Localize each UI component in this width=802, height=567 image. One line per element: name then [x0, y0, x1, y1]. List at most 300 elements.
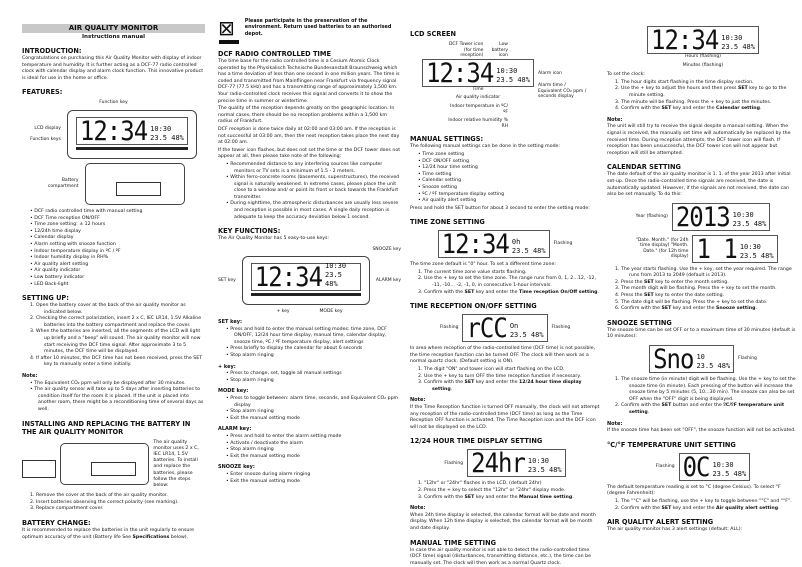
figure-label: Low battery icon: [491, 42, 508, 59]
label-group: [554, 241, 573, 247]
paragraph: If the Time Reception function is turned OFF manually, the clock will not attempt any reception of the radio-controlled time (DCF time) as long as the Time Reception OFF function is activated. The Time Reception icon and the DCF icon will not be displayed on the LCD.: [410, 405, 600, 430]
lcd-bottom-readout: 23.5 48%: [325, 271, 342, 289]
bullet-list: [218, 162, 401, 221]
list-item: 2. Use the + key to turn OFF the time reception function if necessary.: [418, 373, 581, 379]
lcd-top-readout: 10:30: [325, 262, 347, 271]
figure-label: Minutes (flashing): [682, 62, 724, 68]
list-item: 1. The year starts flashing. Use the + key, set the year required. The range runs from 2013 to 2049 (default is 2013).: [615, 266, 792, 279]
paragraph: The Air Quality Monitor has 5 easy-to-use keys:: [218, 236, 330, 242]
label-group: [376, 278, 401, 284]
lcd-display: [649, 345, 734, 373]
column-3: [410, 24, 600, 567]
list-item: • Press briefly to display the calendar for about 6 seconds: [218, 346, 401, 353]
lcd-display: [647, 26, 759, 54]
lcd-bottom-readout: 23.5 48%: [739, 251, 774, 260]
label-group: [552, 325, 571, 331]
text-segment: 3. Confirm with the: [418, 289, 465, 295]
text-segment: Specifications: [132, 534, 170, 540]
list-item: [607, 506, 799, 513]
text-segment: Manual time setting: [519, 494, 573, 500]
lcd-figure-center: [672, 203, 771, 231]
list-item: • Exit the manual setting mode: [218, 454, 401, 461]
lcd-top-readout: 0h: [511, 238, 521, 247]
text-segment: SET: [661, 106, 672, 112]
text-segment: 3. Confirm with the: [418, 380, 465, 386]
label-group: [448, 87, 508, 130]
paragraph: The unit will still try to receive the signal despite a manual setting. When the signal is received, the manually set time will automatically be replaced by the received time. During reception attempts, the DCF tower icon will flash. If reception has been unsuccessful, the DCF tower icon will not appear but reception will still be attempted.: [607, 124, 791, 156]
lcd-top-readout: 10:30: [739, 242, 761, 251]
list-item: • Activate / deactivate the alarm: [218, 441, 401, 448]
device-figure: [22, 100, 205, 205]
bullet-list: [218, 434, 401, 460]
text-segment: 2. Press the: [615, 279, 644, 285]
lcd-top-readout: On: [509, 322, 519, 331]
lcd-main-digits: 1 1: [696, 233, 737, 265]
text-segment: key to enter the date setting.: [653, 293, 725, 299]
column-4: [607, 22, 799, 534]
paragraph: The time base for the radio controlled time is a Cesium Atomic Clock operated by the Physikalisch Technische Bundesanstalt Braunschweig which has a time deviation of less than one second in one million years. The time is coded and transmitted from Mainflingen near Frankfurt via frequency signal DCF-77 (77.5 kHz) and has a transmitting range of approximately 1,500 km. Your radio-controlled clock receives this signal and converts it to show the precise time in summer or wintertime.: [218, 59, 400, 104]
lcd-main-digits: 12:34: [79, 115, 148, 147]
bullet-list: [218, 327, 401, 360]
figure-label: ALARM key: [375, 278, 401, 284]
list-item: 3. Replace compartment cover.: [30, 506, 104, 512]
battery-info: The air quality monitor uses 2 x C, IEC LR14, 1.5V batteries. To install and replace the batteries, please follow the steps below:: [153, 439, 199, 489]
list-item: 1. The hour digits start flashing in the time display section.: [615, 79, 754, 85]
list-item: 1. Remove the cover at the back of the air quality monitor.: [30, 493, 168, 499]
figure-label: Battery compartment: [47, 178, 79, 189]
list-item: 4. If after 10 minutes, the DCF time has not been received, press the SET key to manually enter a time initially.: [30, 355, 203, 368]
recycle-notice: [218, 18, 401, 44]
lcd-display: [467, 449, 566, 477]
lcd-main-digits: 12:34: [441, 228, 509, 260]
list-item: • Low battery indicator: [22, 275, 205, 282]
figure-label: Indoor relative humidity % RH: [448, 118, 508, 129]
device-back-view: [85, 163, 185, 205]
lcd-figure-center: [679, 453, 751, 481]
section-heading: SETTING UP:: [22, 294, 69, 303]
numbered-list: [410, 367, 600, 393]
list-item: • Exit the manual setting mode: [218, 479, 401, 486]
list-item: • Time zone setting: [410, 152, 600, 159]
lcd-display: [672, 203, 771, 231]
list-item: • Stop alarm ringing: [218, 447, 401, 454]
list-item: 1. "12hr" or "24hr" flashes in the LCD. (default 24hr): [418, 481, 542, 487]
lcd-top-readout: 10:30: [496, 66, 518, 75]
paragraph: Congratulations on purchasing this Air Quality Monitor with display of indoor temperature and humidity. It is further acting as a DCF-77 radio controlled clock with calendar display and alarm clock function. This innovative product is ideal for use in the home or office.: [22, 56, 204, 81]
bullet-list: [22, 381, 205, 414]
list-item: • Air quality indicator: [22, 268, 205, 275]
paragraph: The air quality monitor has 3 alert settings (default: ALL):: [607, 527, 743, 533]
text-segment: 2. Confirm with the: [615, 403, 662, 409]
lcd-main-digits: 12:34: [254, 262, 323, 293]
figure-label: + key: [276, 309, 290, 315]
text-segment: 2. Use the + key to adjust the hours and then press: [615, 86, 738, 92]
label-group: [218, 278, 236, 284]
figure-label: LCD display: [34, 125, 61, 131]
sub-heading: Note:: [410, 397, 426, 404]
lcd-side-readout: [696, 353, 730, 371]
lcd-bottom-readout: 23.5 48%: [712, 469, 747, 478]
section-heading: AIR QUALITY ALERT SETTING: [607, 518, 714, 527]
text-segment: ºC/ºF temperature unit setting: [629, 403, 785, 415]
text-segment: .: [759, 106, 762, 112]
paragraph: Press and hold the SET button for about 3 second to enter the setting mode:: [410, 205, 590, 211]
lcd-top-readout: 10:30: [150, 124, 172, 133]
lcd-main-digits: 24hr: [471, 447, 525, 479]
numbered-list: [607, 80, 799, 113]
list-item: [410, 290, 600, 297]
lcd-display: [422, 59, 534, 87]
numbered-list: [410, 270, 600, 296]
lcd-figure: [607, 26, 799, 68]
lcd-display: [251, 263, 361, 291]
bullet-list: [218, 371, 401, 384]
section-heading: BATTERY CHANGE:: [22, 519, 91, 527]
paragraph: The snooze time can be set OFF or to a maximum time of 30 minutes (default is 10 minutes):: [607, 327, 796, 340]
sub-heading: SET key:: [218, 319, 243, 326]
lcd-top-readout: 10:30: [721, 34, 743, 42]
lcd-bottom-readout: 23.5 48%: [496, 75, 530, 84]
list-item: • Press to change, set, toggle all manual settings: [218, 371, 401, 378]
text-segment: 6. Confirm with the: [615, 306, 662, 312]
text-segment: 3. Confirm with the: [418, 494, 465, 500]
lcd-bottom-readout: 23.5 48%: [527, 466, 562, 475]
label-group: [628, 238, 688, 260]
list-item: 1. The current time zone value starts flashing.: [418, 269, 527, 275]
label-group: [538, 71, 588, 99]
device-figure: [218, 247, 401, 315]
sub-heading: Note:: [607, 116, 623, 123]
list-item: 1. The digit "ON" and tower icon will start flashing on the LCD.: [418, 367, 565, 373]
lcd-bottom-readout: 23.5 48%: [150, 133, 184, 142]
list-item: • Time setting: [410, 172, 600, 179]
list-item: • LED Back-light: [22, 282, 205, 289]
paragraph: The date default of the air quality monitor is 1. 1. of the year 2013 after initial set-up. Once the radio-controlled time signals are received, the date is automatically updated. However, if the signals are not received, the date can also be set manually. To do this:: [607, 172, 791, 198]
lcd-bottom-readout: 23.5 48%: [509, 331, 544, 340]
text-segment: key and enter the: [671, 106, 716, 112]
paragraph: [22, 528, 205, 541]
section-heading: CALENDAR SETTING: [607, 163, 681, 172]
lcd-display: [438, 230, 550, 258]
paragraph: If the snooze time has been set "OFF", the snooze function will not be activated.: [607, 428, 796, 434]
list-item: • ºC / ºF temperature display setting: [410, 192, 600, 199]
text-segment: key and enter the: [474, 494, 519, 500]
text-segment: .: [647, 410, 650, 415]
sub-heading: Note:: [410, 505, 426, 512]
lcd-main-digits: 12:34: [426, 57, 494, 89]
lcd-top-readout: 10:30: [712, 460, 734, 469]
sub-heading: ALARM key:: [218, 426, 252, 433]
list-item: 1. The snooze time (in minute) digit will be flashing. Use the + key to set the snooze time (in minute). Each pressing of the button will increase the snooze time by 5 minutes (5, 10…30 min). The snooze can also be set OFF when the "OFF" digit is being displayed.: [615, 377, 796, 402]
list-item: [410, 380, 600, 393]
list-item: 2. Insert batteries observing the correct polarity (see marking).: [30, 499, 179, 505]
label-group: [656, 464, 675, 470]
list-item: • During nighttime, the atmospheric disturbances are usually less severe and reception is possible in most cases. A single daily reception is adequate to keep the accuracy deviation below 1 second.: [218, 201, 401, 221]
list-item: 2. Press the + key to select the "12hr" or "24hr" display mode.: [418, 487, 566, 493]
text-segment: key and enter the: [474, 289, 519, 295]
label-group: [30, 126, 61, 143]
text-segment: 2. Confirm with the: [615, 505, 662, 511]
lcd-bottom-readout: 23.5 48%: [696, 362, 731, 371]
manual-subtitle: Instructions manual: [81, 34, 146, 40]
text-segment: .: [778, 505, 780, 511]
paragraph: The quality of the reception depends greatly on the geographic location. In normal cases, there should be no reception problems within a 1,500 km radius of Frankfurt.: [218, 106, 395, 125]
lcd-side-readout: [528, 457, 562, 475]
list-item: • Recommended distance to any interfering sources like computer monitors or TV sets is a minimum of 1.5 - 2 meters.: [218, 162, 401, 175]
numbered-list: [607, 377, 799, 417]
lcd-bottom-readout: 23.5 48%: [732, 219, 767, 228]
lcd-display: [462, 314, 547, 342]
list-item: • Stop alarm ringing: [218, 378, 401, 385]
text-segment: SET: [464, 380, 475, 386]
lcd-main-digits: rCC: [466, 312, 507, 344]
section-heading: KEY FUNCTIONS:: [218, 227, 281, 236]
device-back-row: [43, 163, 185, 205]
lcd-bottom-readout: 23.5 48%: [721, 43, 755, 51]
list-item: • Press and hold to enter the alarm setting mode: [218, 434, 401, 441]
list-item: • Press and hold to enter the manual setting modes: time zone, DCF ON/OFF, 12/24 hour time display, manual time, calendar display, snooze time, ºC / ºF temperature display, alert settings: [218, 327, 401, 347]
text-segment: 12/24 hour time display setting: [432, 380, 582, 392]
column-1: [22, 24, 205, 541]
batteries-icon: [91, 462, 136, 476]
paragraph: The following manual settings can be done in the setting mode:: [410, 144, 561, 150]
text-segment: Calendar setting: [716, 106, 760, 112]
label-group: [99, 100, 127, 106]
paragraph: In case the air quality monitor is not able to detect the radio-controlled time (DCF time) signal (disturbances, transmitting distance, etc.), the time can be manually set. The clock will then work as a normal Quartz clock.: [410, 547, 591, 566]
section-heading: INSTALLING AND REPLACING THE BATTERY IN THE AIR QUALITY MONITOR: [22, 419, 191, 436]
label-group: [448, 42, 508, 59]
lcd-figure: [607, 235, 799, 263]
device-back-view: [60, 443, 149, 485]
lcd-figure: [410, 314, 600, 342]
list-item: • Stop alarm ringing: [218, 409, 401, 416]
lcd-side-readout: [712, 461, 746, 479]
section-heading: SNOOZE SETTING: [607, 318, 672, 327]
text-segment: key and enter the: [671, 505, 716, 511]
paragraph: The time zone default is "0" hour. To set a different time zone:: [410, 262, 556, 268]
label-group: [673, 54, 733, 68]
list-item: [410, 495, 600, 502]
text-segment: key and enter the: [671, 306, 716, 312]
figure-label: Flashing: [738, 356, 757, 362]
battery-cover-icon: [22, 460, 56, 478]
figure-label: SET key: [218, 278, 236, 284]
paragraph: DCF reception is done twice daily at 02:00 and 03:00 am. If the reception is not successful at 03:00 am, then the next reception takes place the next day at 02:00 am.: [218, 126, 400, 146]
device-row: [30, 110, 197, 159]
list-item: • Air quality alert setting: [410, 198, 600, 205]
list-item: • Press to toggle between: alarm time, seconds, and Equivalent CO₂ ppm display: [218, 396, 401, 409]
label-group: [738, 356, 757, 362]
figure-label: MODE key: [319, 309, 343, 315]
text-segment: It is recommended to replace the batteries in the unit regularly to ensure optimum accuracy of the unit (Battery life See: [22, 528, 195, 540]
list-item: 2. Use the + key to set the time zone. The range runs from 0, 1, 2…12, -12, -11, -10… -2, -1, 0, in consecutive 1-hour intervals.: [418, 276, 596, 289]
text-segment: SET: [661, 306, 672, 312]
text-segment: 4. Press the: [615, 293, 644, 299]
list-item: 3. The minute will be flashing. Press the + key to just the minutes.: [615, 99, 772, 105]
lcd-figure-center: [462, 314, 547, 342]
sub-heading: SNOOZE key:: [218, 464, 255, 471]
list-item: • Within ferro-concrete rooms (basements, superstructures), the received signal is naturally weakened. In extreme cases, please place the unit close to a window and/ or point its front or back towards the Frankfurt transmitter.: [218, 175, 401, 201]
paragraph: In area where reception of the radio-controlled time (DCF time) is not possible, the time reception function can be turned OFF. The clock will then work as a normal quartz clock. (Default setting is ON).: [410, 346, 596, 365]
list-item: • The Equivalent CO₂ ppm will only be displayed after 30 minutes.: [22, 381, 205, 388]
bullet-list: [218, 396, 401, 422]
list-item: 1. Open the battery cover at the back of the air quality monitor as indicated below.: [30, 303, 186, 315]
list-item: • Exit the manual setting mode: [218, 416, 401, 423]
lcd-main-digits: 0C: [682, 451, 710, 483]
device-row: [218, 256, 401, 305]
text-segment: .: [755, 306, 757, 312]
lcd-side-readout: [496, 67, 530, 85]
figure-label: Indoor temperature in ºC/ºF: [450, 103, 508, 115]
lcd-side-readout: [512, 238, 546, 256]
text-segment: Snooze setting: [716, 306, 756, 312]
text-segment: .: [450, 386, 453, 392]
lcd-figure: [410, 42, 600, 129]
text-segment: key to enter the month setting.: [653, 279, 729, 285]
section-heading: °C/°F TEMPERATURE UNIT SETTING: [607, 440, 736, 449]
figure-label: Time: [472, 86, 484, 92]
text-segment: SET: [661, 403, 672, 409]
label-group: [276, 309, 342, 315]
list-item: • DCF Time reception ON/OFF: [22, 216, 205, 223]
text-segment: Time reception On/Off setting: [519, 289, 598, 295]
numbered-list: [607, 267, 799, 313]
figure-label: SNOOZE key: [372, 246, 401, 252]
label-group: [636, 214, 668, 220]
numbered-list: [22, 303, 205, 369]
numbered-list: [607, 499, 799, 512]
lcd-side-readout: [721, 34, 755, 52]
list-item: • Indoor humidity display in RH%: [22, 255, 205, 262]
section-heading: FEATURES:: [22, 88, 63, 97]
battery-figure: [22, 440, 205, 490]
lcd-top-readout: 10:30: [732, 210, 754, 219]
figure-label: Flashing: [439, 325, 459, 331]
section-heading: LCD SCREEN: [410, 30, 457, 38]
lcd-top-readout: 10:30: [527, 457, 549, 466]
list-item: • Alarm setting with snooze function: [22, 242, 205, 249]
lcd-figure: [607, 345, 799, 373]
lcd-side-readout: [150, 125, 184, 143]
lcd-figure: [410, 449, 600, 477]
text-segment: 4. Confirm with the: [615, 106, 662, 112]
list-item: • Time zone setting: ± 12 hours: [22, 222, 205, 229]
figure-label: Air quality indicator: [455, 95, 501, 101]
lcd-main-digits: 12:34: [651, 24, 719, 56]
label-group: [43, 178, 79, 189]
lcd-figure: [607, 203, 799, 231]
figure-label: "Date. Month." (for 24h time display) "Month. Date." (for 12h time display): [635, 237, 689, 260]
text-segment: .: [597, 289, 600, 295]
text-segment: key and enter the: [474, 380, 519, 386]
sub-heading: Note:: [22, 373, 38, 380]
list-item: • Air quality alert setting: [22, 262, 205, 269]
list-item: • Snooze setting: [410, 185, 600, 192]
section-heading: 12/24 HOUR TIME DISPLAY SETTING: [410, 437, 543, 446]
lcd-main-digits: Sno: [653, 343, 694, 375]
text-segment: key to go to the minute setting.: [629, 86, 787, 98]
list-item: 2. Checking the correct polarization, insert 2 x C, IEC LR14, 1.5V Alkaline batteries into the battery compartment and replace the cover.: [30, 316, 202, 328]
list-item: • The air quality sensor will take up to 5 days after inserting batteries to condition itself for the room it is placed. If the unit is placed into another room, there might be a reconditioning time of several days as well.: [22, 387, 205, 413]
text-segment: .: [572, 494, 574, 500]
paragraph: If the tower icon flashes, but does not set the time or the DCF tower does not appear at all, then please take note of the following:: [218, 147, 401, 160]
lcd-display: [692, 235, 777, 263]
lcd-side-readout: [733, 211, 767, 229]
function-keys-bar: [251, 293, 361, 296]
paragraph: The default temperature reading is set to °C (degree Celsius). To select °F (degree Fahrenheit):: [607, 484, 781, 497]
list-item: 1. The "°C" will be flashing, use the + key to toggle between "°C" and "°F".: [615, 498, 792, 504]
text-segment: SET: [737, 86, 748, 92]
lcd-figure-center: [692, 235, 777, 263]
figure-label: Flashing: [444, 460, 464, 466]
paragraph: When 24h time display is selected, the calendar format will be date and month display. When 12h time display is selected, the calendar format will be month and date display.: [410, 512, 596, 531]
list-item: 3. When the batteries are inserted, all the segments of the LCD will light up briefly and a "beep" will sound. The air quality monitor will now start receiving the DCF time signal. After approximate 3 to 5 minutes, the DCF time will be displayed.: [30, 329, 201, 355]
text-segment: Air quality alert setting: [716, 505, 779, 511]
text-segment: SET: [464, 494, 475, 500]
bullet-list: [22, 209, 205, 288]
lcd-side-readout: [740, 243, 774, 261]
lcd-figure: [410, 230, 600, 258]
text-segment: SET: [643, 279, 654, 285]
sub-heading: + key:: [218, 363, 236, 370]
label-group: [444, 461, 463, 467]
section-heading: DCF RADIO CONTROLLED TIME: [218, 50, 331, 58]
list-item: 5. The date digit will be flashing. Press the + key to set the date.: [615, 299, 768, 305]
bullet-list: [218, 472, 401, 485]
list-item: • 12/24h time display: [22, 229, 205, 236]
lcd-bottom-readout: 23.5 48%: [511, 247, 546, 256]
column-2: [218, 18, 401, 485]
section-heading: MANUAL TIME SETTING: [410, 538, 497, 547]
figure-label: Function keys: [30, 137, 61, 143]
figure-label: Flashing: [551, 325, 571, 331]
text-segment: SET: [661, 505, 672, 511]
section-heading: TIME RECEPTION ON/OFF SETTING: [410, 302, 537, 311]
text-segment: SET: [464, 289, 475, 295]
numbered-list: [410, 481, 600, 501]
list-item: • Stop alarm ringing: [218, 353, 401, 360]
lcd-figure: [607, 453, 799, 481]
figure-label: Hours (flashing): [685, 54, 721, 59]
figure-label: Function key: [99, 100, 128, 106]
lcd-main-digits: 2013: [675, 201, 730, 233]
battery-compartment-icon: [116, 182, 161, 196]
lcd-display: [679, 453, 751, 481]
list-item: • Calendar display: [22, 235, 205, 242]
text-segment: button and enter the: [671, 403, 724, 409]
list-item: [607, 403, 799, 416]
sub-heading: Note:: [607, 420, 623, 427]
figure-label: Alarm time / Equivalent CO₂ ppm / seconds display: [537, 83, 587, 100]
paragraph: To set the clock:: [607, 72, 645, 78]
section-heading: INTRODUCTION:: [22, 47, 82, 55]
lcd-side-readout: [510, 322, 544, 340]
label-group: [372, 247, 401, 253]
list-item: • Enter snooze during alarm ringing: [218, 472, 401, 479]
list-item: • Indoor temperature display in ºC / ºF: [22, 249, 205, 256]
figure-label: Flashing: [553, 241, 573, 247]
label-group: [440, 325, 459, 331]
list-item: 3. The month digit will be flashing. Press the + key to set the month.: [615, 286, 777, 292]
section-heading: MANUAL SETTINGS:: [410, 135, 484, 144]
lcd-figure-center: [467, 449, 566, 477]
lcd-figure-center: [438, 230, 550, 258]
text-segment: below).: [169, 534, 189, 540]
list-item: [607, 293, 799, 300]
lcd-top-readout: 10: [696, 353, 705, 362]
list-item: • 12/24 hour time setting: [410, 165, 600, 172]
list-item: [607, 306, 799, 313]
